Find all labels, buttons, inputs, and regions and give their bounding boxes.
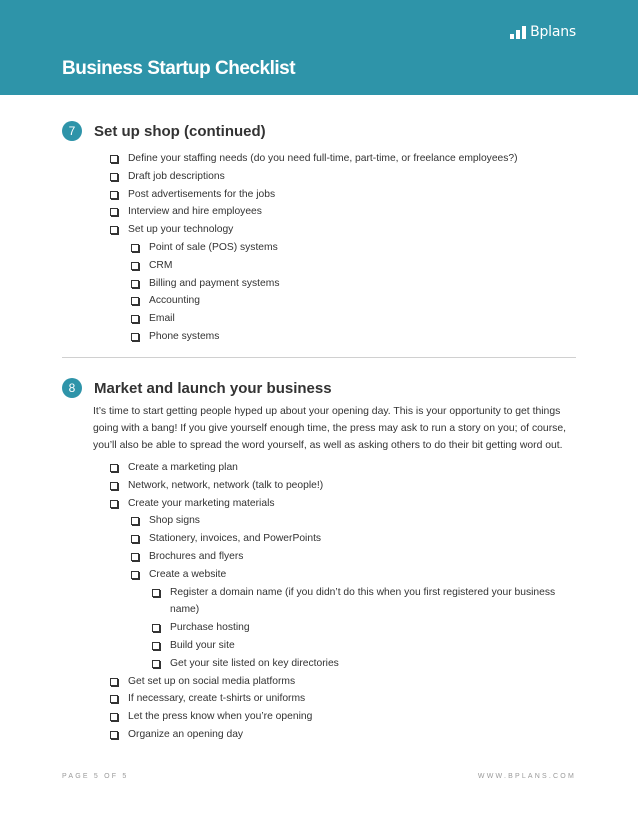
checklist-subitem — [62, 239, 582, 257]
checkbox-icon[interactable] — [110, 191, 118, 199]
section-divider — [62, 357, 576, 358]
checkbox-icon[interactable] — [110, 155, 118, 163]
checklist-item-text: Purchase hosting — [170, 622, 250, 634]
checklist-item-text: Get set up on social media platforms — [128, 675, 296, 687]
checklist-item-text: Brochures and flyers — [149, 550, 244, 562]
checklist-item — [62, 690, 582, 708]
logo-text: Bplans — [530, 24, 576, 40]
checklist-item — [62, 726, 582, 744]
checklist-item — [62, 495, 582, 513]
checklist-item-text: Create a website — [149, 568, 227, 580]
checklist-subitem — [62, 275, 582, 293]
section-heading — [62, 120, 582, 142]
checkbox-icon[interactable] — [152, 642, 160, 650]
checklist — [62, 150, 582, 346]
checkbox-icon[interactable] — [131, 315, 139, 323]
checkbox-icon[interactable] — [110, 731, 118, 739]
checklist-item-text: Register a domain name (if you didn’t do this when you first registered your business name) — [170, 586, 556, 616]
checkbox-icon[interactable] — [131, 571, 139, 579]
checklist — [62, 459, 582, 744]
checklist-item-text: Stationery, invoices, and PowerPoints — [149, 533, 322, 545]
logo — [510, 24, 576, 40]
checklist-item — [62, 203, 582, 221]
checklist-item — [62, 459, 582, 477]
checklist-subsubitem — [62, 655, 582, 673]
checkbox-icon[interactable] — [110, 226, 118, 234]
checkbox-icon[interactable] — [131, 333, 139, 341]
checkbox-icon[interactable] — [152, 624, 160, 632]
section-title: Set up shop (continued) — [94, 122, 266, 140]
checklist-item-text: Let the press know when you’re opening — [128, 711, 313, 723]
checklist-item — [62, 673, 582, 691]
checklist-item-text: If necessary, create t-shirts or uniforms — [128, 693, 306, 705]
checkbox-icon[interactable] — [152, 589, 160, 597]
checkbox-icon[interactable] — [110, 208, 118, 216]
checklist-item-text: Shop signs — [149, 515, 200, 527]
checkbox-icon[interactable] — [110, 678, 118, 686]
checklist-item-text: Email — [149, 313, 175, 325]
checkbox-icon[interactable] — [131, 262, 139, 270]
checklist-item-text: Organize an opening day — [128, 728, 244, 740]
checkbox-icon[interactable] — [110, 713, 118, 721]
checklist-item-text: Draft job descriptions — [128, 170, 225, 182]
checklist-item — [62, 168, 582, 186]
header-banner — [0, 0, 638, 95]
checklist-subsubitem — [62, 584, 582, 620]
bar-chart-logo-icon — [510, 25, 526, 39]
checklist-item-text: Post advertisements for the jobs — [128, 188, 276, 200]
checklist-subsubitem — [62, 637, 582, 655]
footer-website: WWW.BPLANS.COM — [477, 773, 576, 780]
checkbox-icon[interactable] — [131, 280, 139, 288]
checklist-item-text: Network, network, network (talk to people!) — [128, 479, 324, 491]
checklist-item — [62, 477, 582, 495]
checkbox-icon[interactable] — [131, 535, 139, 543]
checklist-item-text: CRM — [149, 259, 173, 271]
checklist-subitem — [62, 548, 582, 566]
section-heading — [62, 377, 582, 399]
checklist-item-text: Create your marketing materials — [128, 497, 275, 509]
section-number-badge: 8 — [62, 378, 82, 398]
checklist-item-text: Build your site — [170, 639, 235, 651]
page-title: Business Startup Checklist — [62, 58, 296, 79]
checklist-subitem — [62, 310, 582, 328]
section-market-and-launch — [62, 377, 582, 744]
checkbox-icon[interactable] — [110, 500, 118, 508]
checkbox-icon[interactable] — [110, 482, 118, 490]
checklist-item-text: Set up your technology — [128, 224, 234, 236]
checklist-item-text: Accounting — [149, 295, 200, 307]
checklist-subitem — [62, 566, 582, 584]
checkbox-icon[interactable] — [131, 553, 139, 561]
checklist-item — [62, 186, 582, 204]
checkbox-icon[interactable] — [110, 695, 118, 703]
checkbox-icon[interactable] — [152, 660, 160, 668]
checklist-subitem — [62, 292, 582, 310]
section-title: Market and launch your business — [94, 379, 332, 397]
checkbox-icon[interactable] — [131, 244, 139, 252]
checklist-item — [62, 150, 582, 168]
checklist-subitem — [62, 530, 582, 548]
checklist-item-text: Define your staffing needs (do you need full-time, part-time, or freelance employees?) — [128, 153, 518, 164]
section-intro: It’s time to start getting people hyped up about your opening day. This is your opportunity to get things going with a bang! If you give yourself enough time, the press may ask to run a story on you; of course, you’ll also be able to spread the word yourself, as well as asking others to do their bit getting word out. — [93, 406, 567, 451]
checklist-item-text: Create a marketing plan — [128, 462, 238, 473]
checkbox-icon[interactable] — [131, 297, 139, 305]
checkbox-icon[interactable] — [110, 464, 118, 472]
checklist-item-text: Billing and payment systems — [149, 277, 280, 289]
checklist-subsubitem — [62, 619, 582, 637]
page-number: PAGE 5 OF 5 — [62, 773, 129, 780]
checklist-item-text: Point of sale (POS) systems — [149, 241, 278, 253]
checklist-item — [62, 708, 582, 726]
checklist-item-text: Interview and hire employees — [128, 206, 262, 218]
section-number-badge: 7 — [62, 121, 82, 141]
checklist-item — [62, 221, 582, 239]
checklist-subitem — [62, 257, 582, 275]
checklist-subitem — [62, 328, 582, 346]
checkbox-icon[interactable] — [110, 173, 118, 181]
checkbox-icon[interactable] — [131, 517, 139, 525]
checklist-item-text: Phone systems — [149, 330, 220, 342]
section-set-up-shop — [62, 120, 582, 346]
checklist-subitem — [62, 512, 582, 530]
checklist-item-text: Get your site listed on key directories — [170, 657, 339, 669]
